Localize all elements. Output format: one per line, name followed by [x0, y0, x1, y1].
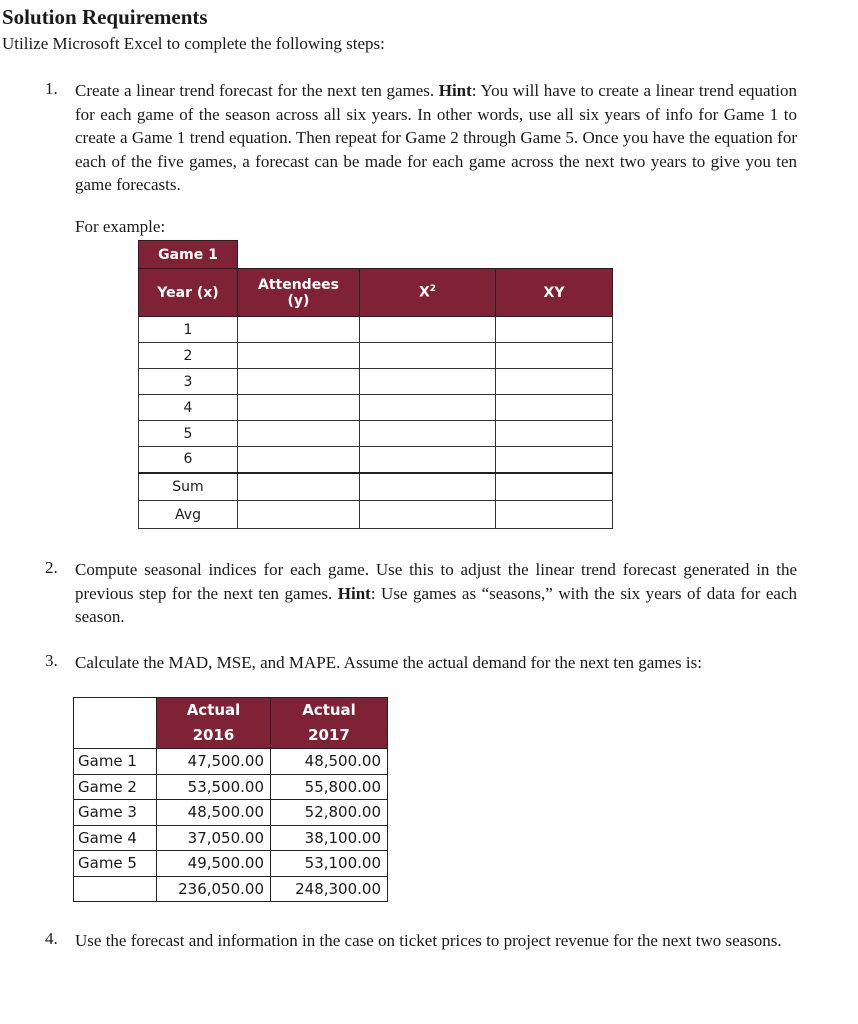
empty-cell — [238, 369, 360, 395]
empty-cell — [360, 369, 496, 395]
example-table-game1 — [138, 240, 613, 529]
intro-text: Utilize Microsoft Excel to complete the following steps: — [2, 34, 385, 53]
year-cell: Sum — [139, 473, 238, 501]
header-attendees-line2: (y) — [287, 292, 310, 309]
step-4-number: 4. — [45, 929, 58, 948]
year-cell: Avg — [139, 501, 238, 529]
table-row — [139, 317, 613, 343]
year-cell: 2 — [139, 343, 238, 369]
header-year: 2017 — [308, 726, 350, 744]
header-actual-2017 — [271, 698, 388, 749]
header-x-squared — [360, 269, 496, 317]
step-1-pre: Create a linear trend forecast for the next ten games. — [75, 81, 439, 100]
empty-cell — [238, 343, 360, 369]
table-row — [74, 749, 388, 775]
table-row — [139, 343, 613, 369]
demand-value: 55,800.00 — [271, 774, 388, 800]
game-label: Game 1 — [74, 749, 157, 775]
empty-cell — [496, 447, 613, 473]
step-3-number: 3. — [45, 651, 58, 670]
empty-cell — [496, 501, 613, 529]
table-row — [74, 876, 388, 902]
year-cell: 6 — [139, 447, 238, 473]
step-4-text: Use the forecast and information in the case on ticket prices to project revenue for the next two seasons. — [75, 931, 782, 950]
empty-cell — [360, 473, 496, 501]
empty-cell — [360, 501, 496, 529]
step-2-number: 2. — [45, 558, 58, 577]
demand-value: 48,500.00 — [157, 800, 271, 826]
empty-cell — [238, 473, 360, 501]
empty-cell — [360, 447, 496, 473]
game-label: Game 2 — [74, 774, 157, 800]
table-row — [139, 473, 613, 501]
demand-value: 53,500.00 — [157, 774, 271, 800]
demand-value: 52,800.00 — [271, 800, 388, 826]
step-2-text — [75, 558, 797, 629]
year-cell: 1 — [139, 317, 238, 343]
step-1-text — [75, 79, 797, 197]
step-2-pre: Compute seasonal indices for each game. Use this to adjust the linear trend forecast generated in the previous step for the next ten games. — [75, 560, 797, 603]
demand-value: 53,100.00 — [271, 851, 388, 877]
header-exponent: 2 — [429, 284, 437, 295]
empty-cell — [496, 317, 613, 343]
empty-cell — [496, 395, 613, 421]
table-row — [74, 851, 388, 877]
demand-value: 37,050.00 — [157, 825, 271, 851]
year-cell: 5 — [139, 421, 238, 447]
table-row — [139, 501, 613, 529]
demand-value: 38,100.00 — [271, 825, 388, 851]
step-1-post: : You will have to create a linear trend equation for each game of the season across all six years. In other words, use all six years of info for Game 1 to create a Game 1 trend equation. Then repeat for Game 2 through Game 5. Once you have the equation for each of the five games, a forecast can be made for each game across the next two years to give you ten game forecasts. — [75, 81, 797, 194]
blank-header-cell — [74, 698, 157, 749]
empty-cell — [496, 369, 613, 395]
step-1-number: 1. — [45, 79, 58, 98]
empty-cell — [360, 421, 496, 447]
header-actual-2016 — [157, 698, 271, 749]
year-cell: 3 — [139, 369, 238, 395]
header-xy: XY — [496, 269, 613, 317]
table-row — [139, 421, 613, 447]
page-title: Solution Requirements — [2, 5, 208, 29]
step-2-post: : Use games as “seasons,” with the six years of data for each season. — [75, 583, 797, 626]
table-row — [74, 800, 388, 826]
hint-label: Hint — [337, 583, 371, 603]
game-label: Game 5 — [74, 851, 157, 877]
table-row — [139, 369, 613, 395]
header-attendees — [238, 269, 360, 317]
demand-value: 48,500.00 — [271, 749, 388, 775]
table-row — [139, 395, 613, 421]
empty-cell — [238, 447, 360, 473]
header-year: Year (x) — [139, 269, 238, 317]
demand-value: 248,300.00 — [271, 876, 388, 902]
header-line: Actual — [186, 701, 241, 719]
demand-value: 49,500.00 — [157, 851, 271, 877]
step-3-text: Calculate the MAD, MSE, and MAPE. Assume the actual demand for the next ten games is: — [75, 653, 702, 672]
game-label — [74, 876, 157, 902]
empty-cell — [238, 501, 360, 529]
table-row — [74, 774, 388, 800]
empty-cell — [496, 343, 613, 369]
header-attendees-line1: Attendees — [257, 276, 340, 293]
demand-value: 236,050.00 — [157, 876, 271, 902]
game-label: Game 4 — [74, 825, 157, 851]
empty-cell — [238, 395, 360, 421]
empty-cell — [238, 421, 360, 447]
table-row — [74, 825, 388, 851]
empty-cell — [360, 343, 496, 369]
year-cell: 4 — [139, 395, 238, 421]
header-line: Actual — [302, 701, 356, 719]
game-label: Game 3 — [74, 800, 157, 826]
empty-cell — [496, 473, 613, 501]
empty-cell — [238, 317, 360, 343]
header-year: 2016 — [192, 726, 235, 744]
empty-cell — [360, 317, 496, 343]
header-x: X — [418, 284, 430, 301]
table-caption: Game 1 — [139, 241, 238, 269]
table-row — [139, 447, 613, 473]
empty-cell — [496, 421, 613, 447]
actual-demand-table — [73, 697, 388, 902]
hint-label: Hint — [438, 81, 472, 100]
example-label: For example: — [75, 217, 166, 236]
demand-value: 47,500.00 — [157, 749, 271, 775]
empty-cell — [360, 395, 496, 421]
